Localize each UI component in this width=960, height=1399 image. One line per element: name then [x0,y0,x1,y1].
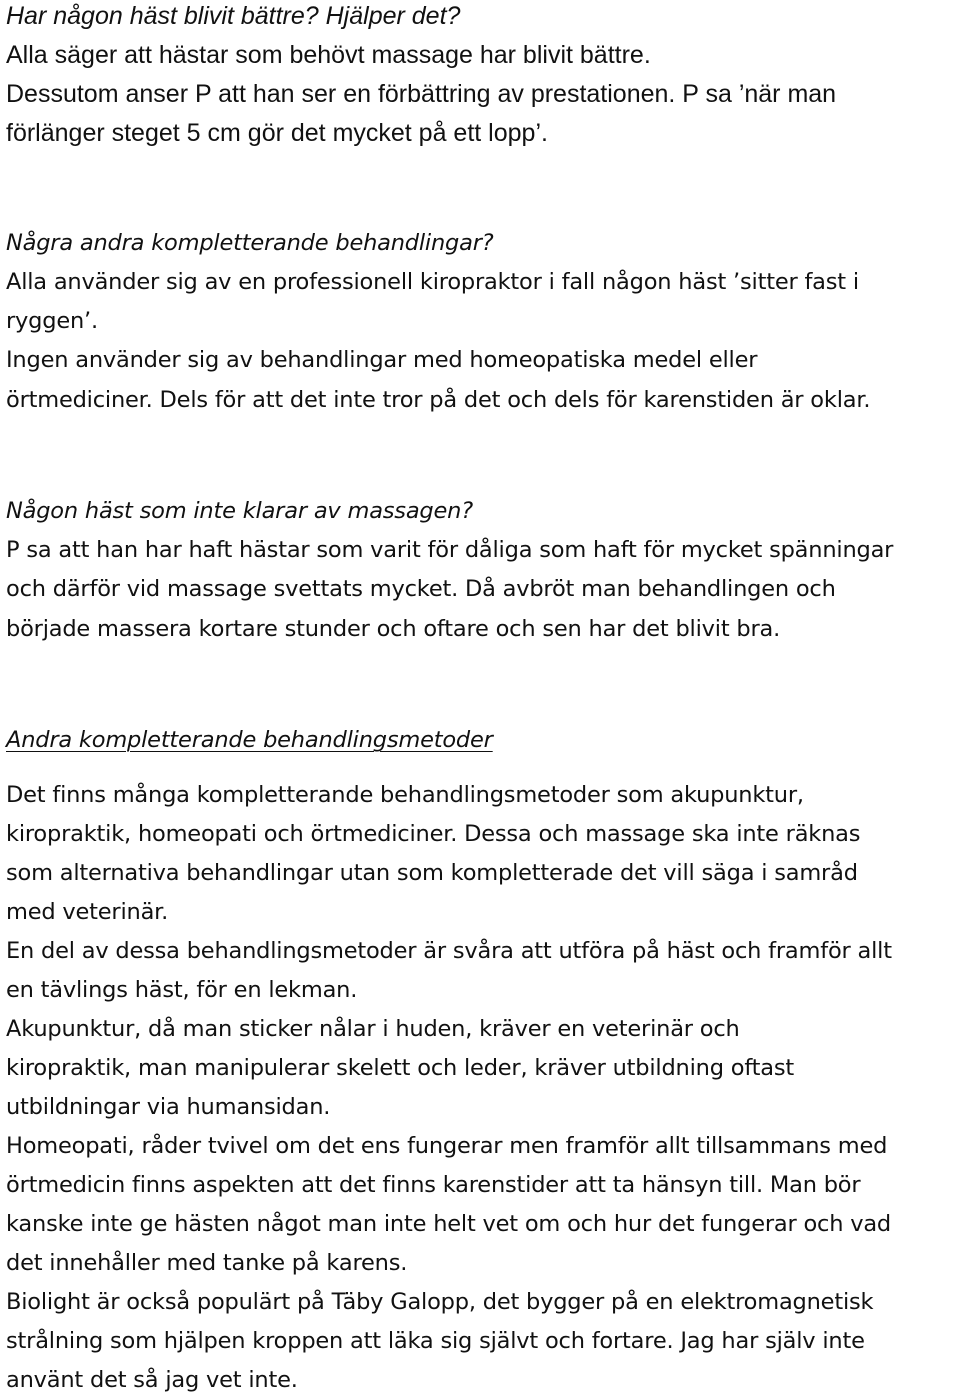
section4-line-8: kiropraktik, man manipulerar skelett och leder, kräver utbildning oftast [6,1055,795,1081]
section2-line-2: ryggen’. [6,308,98,334]
section3-heading: Någon häst som inte klarar av massagen? [6,498,473,524]
section4-line-4: med veterinär. [6,899,169,925]
section4-line-3: som alternativa behandlingar utan som kompletterade det vill säga i samråd [6,860,858,886]
section4-heading: Andra kompletterande behandlingsmetoder [6,727,493,753]
section2-line-1: Alla använder sig av en professionell kiropraktor i fall någon häst ’sitter fast i [6,269,859,295]
section4-line-13: det innehåller med tanke på karens. [6,1250,408,1276]
section4-line-16: använt det så jag vet inte. [6,1367,298,1393]
section4-line-15: strålning som hjälpen kroppen att läka sig självt och fortare. Jag har själv inte [6,1328,865,1354]
section2-line-4: örtmediciner. Dels för att det inte tror på det och dels för karenstiden är oklar. [6,387,871,413]
section2-line-3: Ingen använder sig av behandlingar med homeopatiska medel eller [6,347,758,373]
section4-line-11: örtmedicin finns aspekten att det finns karenstider att ta hänsyn till. Man bör [6,1172,861,1198]
section3-line-2: och därför vid massage svettats mycket. Då avbröt man behandlingen och [6,576,836,602]
section1-line-1: Alla säger att hästar som behövt massage har blivit bättre. [6,41,651,69]
section3-line-1: P sa att han har haft hästar som varit för dåliga som haft för mycket spänningar [6,537,894,563]
section4-line-10: Homeopati, råder tvivel om det ens fungerar men framför allt tillsammans med [6,1133,888,1159]
section4-line-12: kanske inte ge hästen något man inte helt vet om och hur det fungerar och vad [6,1211,892,1237]
section1-line-2: Dessutom anser P att han ser en förbättring av prestationen. P sa ’när man [6,80,837,108]
section4-line-2: kiropraktik, homeopati och örtmediciner. Dessa och massage ska inte räknas [6,821,861,847]
section4-line-6: en tävlings häst, för en lekman. [6,977,358,1003]
section4-line-1: Det finns många kompletterande behandlingsmetoder som akupunktur, [6,782,804,808]
section4-line-7: Akupunktur, då man sticker nålar i huden, kräver en veterinär och [6,1016,740,1042]
section1-line-3: förlänger steget 5 cm gör det mycket på ett lopp’. [6,119,548,147]
section2-heading: Några andra kompletterande behandlingar? [6,230,494,256]
section1-heading: Har någon häst blivit bättre? Hjälper det? [6,2,461,30]
section4-line-5: En del av dessa behandlingsmetoder är svåra att utföra på häst och framför allt [6,938,892,964]
section4-line-9: utbildningar via humansidan. [6,1094,331,1120]
section4-line-14: Biolight är också populärt på Täby Galopp, det bygger på en elektromagnetisk [6,1289,874,1315]
section3-line-3: började massera kortare stunder och oftare och sen har det blivit bra. [6,616,781,642]
